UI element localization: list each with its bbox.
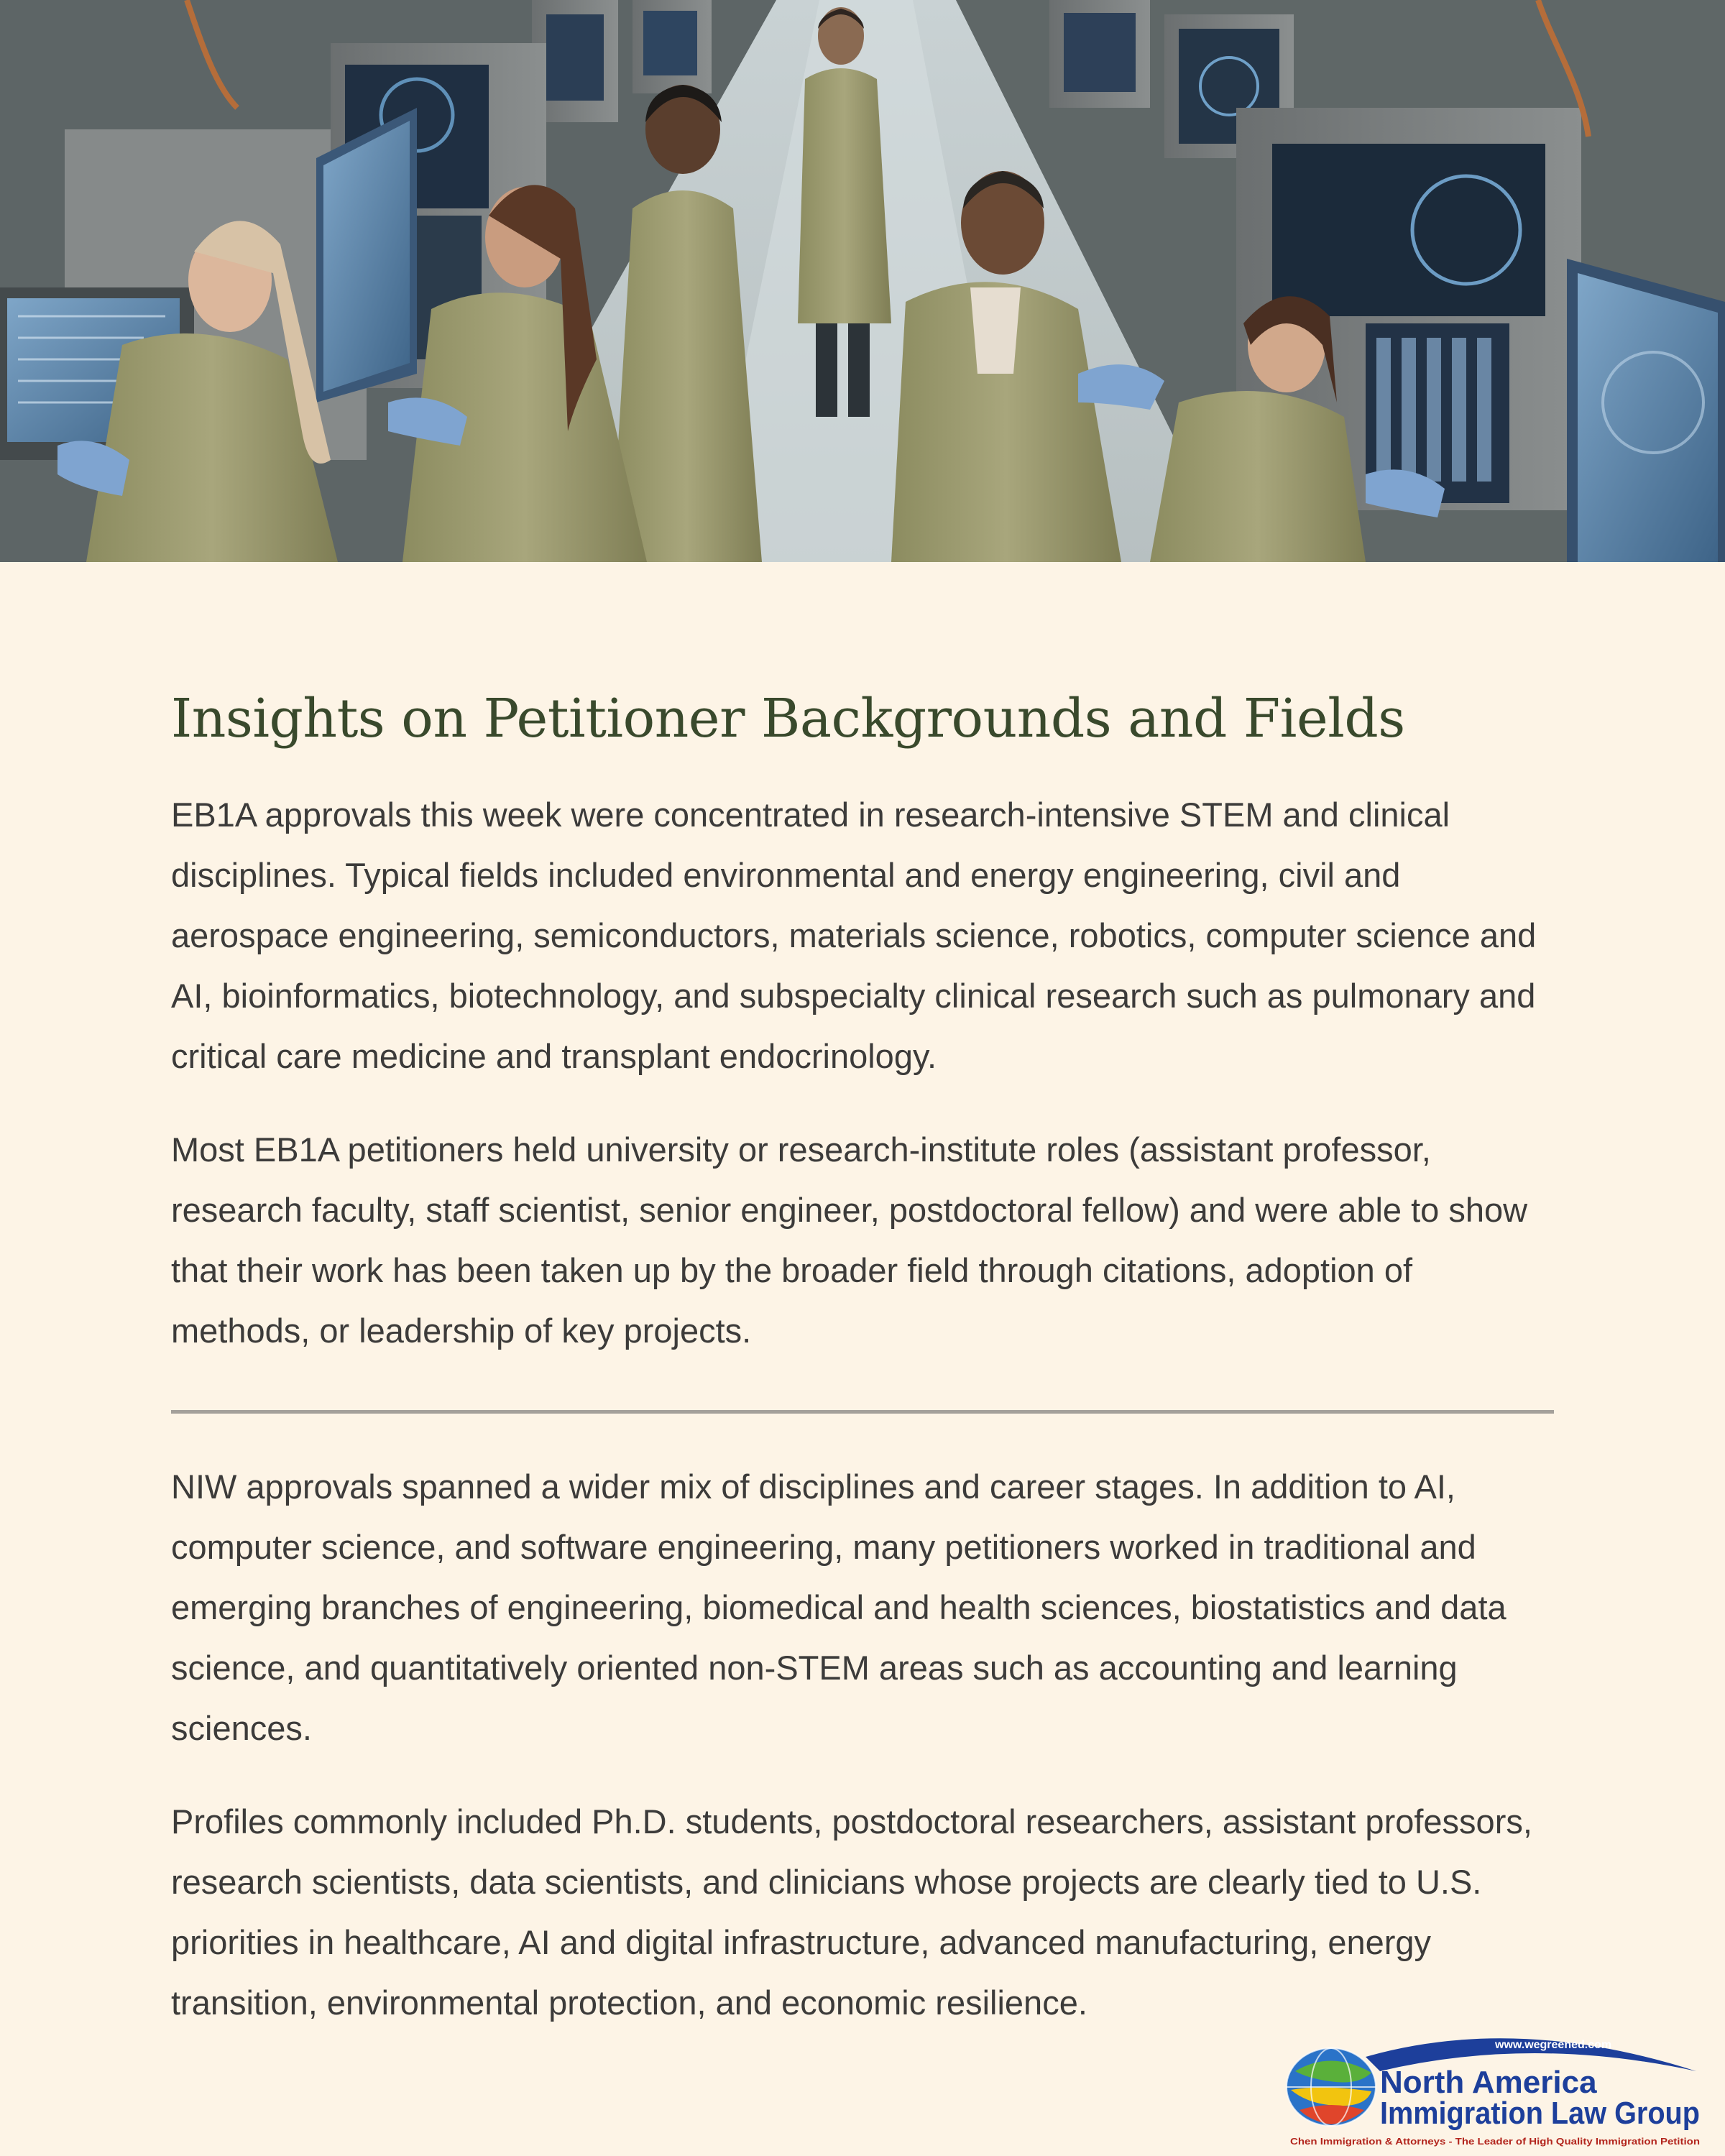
- paragraph-eb1a-roles: Most EB1A petitioners held university or research-institute roles (assistant professor, research faculty, staff scientist, senior engineer, postdoctoral fellow) and were able to show that their work has been taken up by the broader field through citations, adoption of methods, or leadership of key projects.: [171, 1130, 1528, 1350]
- section-divider: [171, 1410, 1554, 1414]
- logo-line1: North America: [1380, 2065, 1597, 2100]
- company-logo: [1279, 2021, 1711, 2150]
- paragraph-eb1a-fields: EB1A approvals this week were concentrated in research-intensive STEM and clinical disciplines. Typical fields included environmental and energy engineering, civil and aerospace engineering, semiconductors, materials science, robotics, computer science and AI, bioinformatics, biotechnology, and subspecialty clinical research such as pulmonary and critical care medicine and transplant endocrinology.: [171, 796, 1537, 1075]
- paragraph-niw-profiles: Profiles commonly included Ph.D. students, postdoctoral researchers, assistant professors, research scientists, data scientists, and clinicians whose projects are clearly tied to U.S. priorities in healthcare, AI and digital infrastructure, advanced manufacturing, energy transition, environmental protection, and economic resilience.: [171, 1802, 1532, 2022]
- logo-line2: Immigration Law Group: [1380, 2096, 1700, 2131]
- article: [171, 683, 1554, 2033]
- logo-tagline: Chen Immigration & Attorneys - The Leader of High Quality Immigration Petition: [1290, 2136, 1701, 2147]
- page-title: Insights on Petitioner Backgrounds and Fields: [171, 688, 1405, 750]
- paragraph-niw-fields: NIW approvals spanned a wider mix of disciplines and career stages. In addition to AI, computer science, and software engineering, many petitioners worked in traditional and emerging branches of engineering, biomedical and health sciences, biostatistics and data science, and quantitatively oriented non-STEM areas such as accounting and learning sciences.: [171, 1468, 1506, 1747]
- laboratory-scene-image: [0, 0, 1725, 562]
- globe-icon: [1287, 2048, 1376, 2126]
- logo-url: www.wegreened.com: [1495, 2039, 1612, 2051]
- hero-image: [0, 0, 1725, 562]
